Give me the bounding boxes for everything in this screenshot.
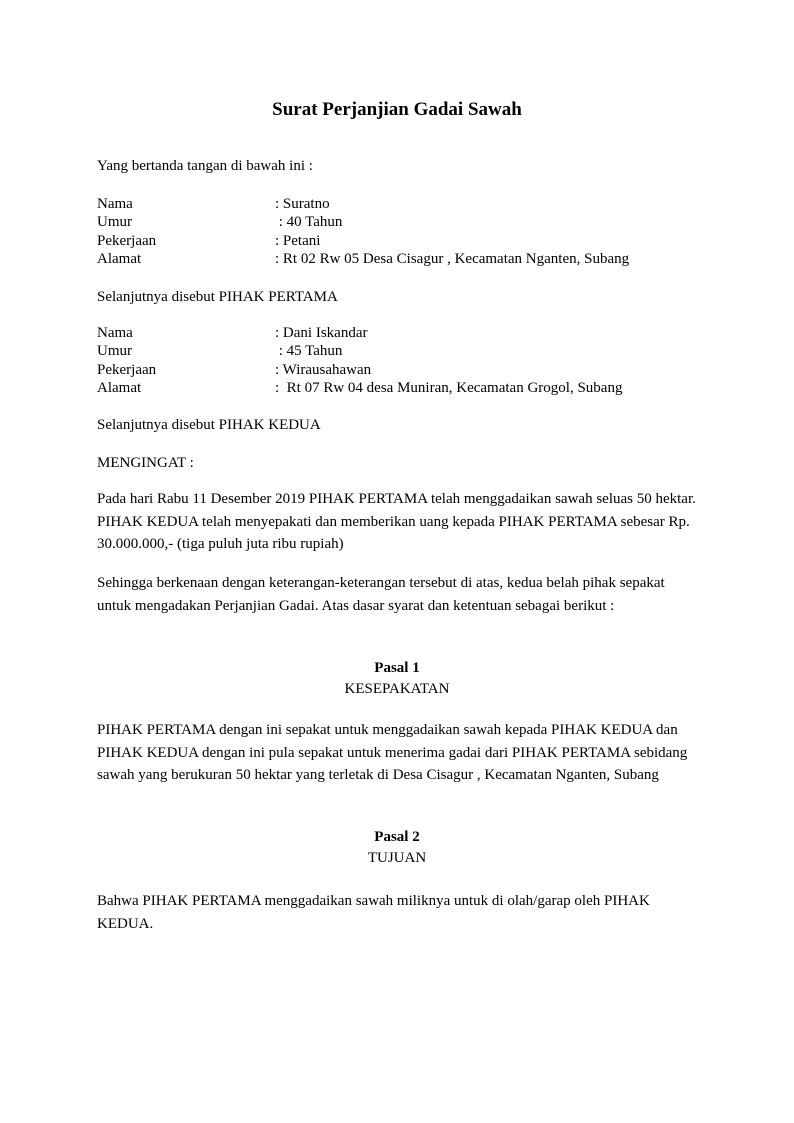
field-value: : Petani [275,233,321,249]
sehingga-paragraph: Sehingga berkenaan dengan keterangan-keterangan tersebut di atas, kedua belah pihak sepakat untuk mengadakan Perjanjian Gadai. Atas dasar syarat dan ketentuan sebagai berikut : [97,575,665,614]
field-value: : Rt 02 Rw 05 Desa Cisagur , Kecamatan Nganten, Subang [275,251,630,267]
party1-row-umur [97,213,342,232]
party1-row-alamat [97,250,629,269]
field-label: Umur [97,214,132,230]
document-title: Surat Perjanjian Gadai Sawah [272,99,522,120]
intro-text: Yang bertanda tangan di bawah ini : [97,158,313,174]
field-label: Alamat [97,380,142,396]
pasal1-heading: Pasal 1 [374,660,420,676]
party2-row-alamat [97,379,622,398]
party2-designation: Selanjutnya disebut PIHAK KEDUA [97,417,321,433]
field-label: Pekerjaan [97,362,157,378]
pasal2-heading: Pasal 2 [374,829,420,845]
field-value: : 45 Tahun [275,343,343,359]
field-label: Pekerjaan [97,233,157,249]
field-value: : Suratno [275,196,330,212]
field-value: : Rt 07 Rw 04 desa Muniran, Kecamatan Grogol, Subang [275,380,623,396]
pasal1-subheading: KESEPAKATAN [344,681,450,697]
party2-row-pekerjaan [97,361,371,380]
field-label: Nama [97,196,133,212]
pasal2-body: Bahwa PIHAK PERTAMA menggadaikan sawah miliknya untuk di olah/garap oleh PIHAK KEDUA. [97,893,650,932]
mengingat-paragraph: Pada hari Rabu 11 Desember 2019 PIHAK PERTAMA telah menggadaikan sawah seluas 50 hektar. PIHAK KEDUA telah menyepakati dan memberikan uang kepada PIHAK PERTAMA sebesar Rp. 30.000.000,- (tiga puluh juta ribu rupiah) [97,491,696,552]
field-value: : Dani Iskandar [275,325,368,341]
party1-row-pekerjaan [97,232,320,251]
mengingat-heading: MENGINGAT : [97,455,194,471]
field-label: Nama [97,325,133,341]
pasal1-body: PIHAK PERTAMA dengan ini sepakat untuk menggadaikan sawah kepada PIHAK KEDUA dan PIHAK KEDUA dengan ini pula sepakat untuk menerima gadai dari PIHAK PERTAMA sebidang sawah yang berukuran 50 hektar yang terletak di Desa Cisagur , Kecamatan Nganten, Subang [97,722,688,783]
party2-row-umur [97,342,342,361]
field-label: Alamat [97,251,142,267]
party2-row-nama [97,324,367,343]
field-label: Umur [97,343,132,359]
party1-row-nama [97,195,330,214]
field-value: : Wirausahawan [275,362,372,378]
party1-designation: Selanjutnya disebut PIHAK PERTAMA [97,289,338,305]
pasal2-subheading: TUJUAN [367,850,427,866]
field-value: : 40 Tahun [275,214,343,230]
